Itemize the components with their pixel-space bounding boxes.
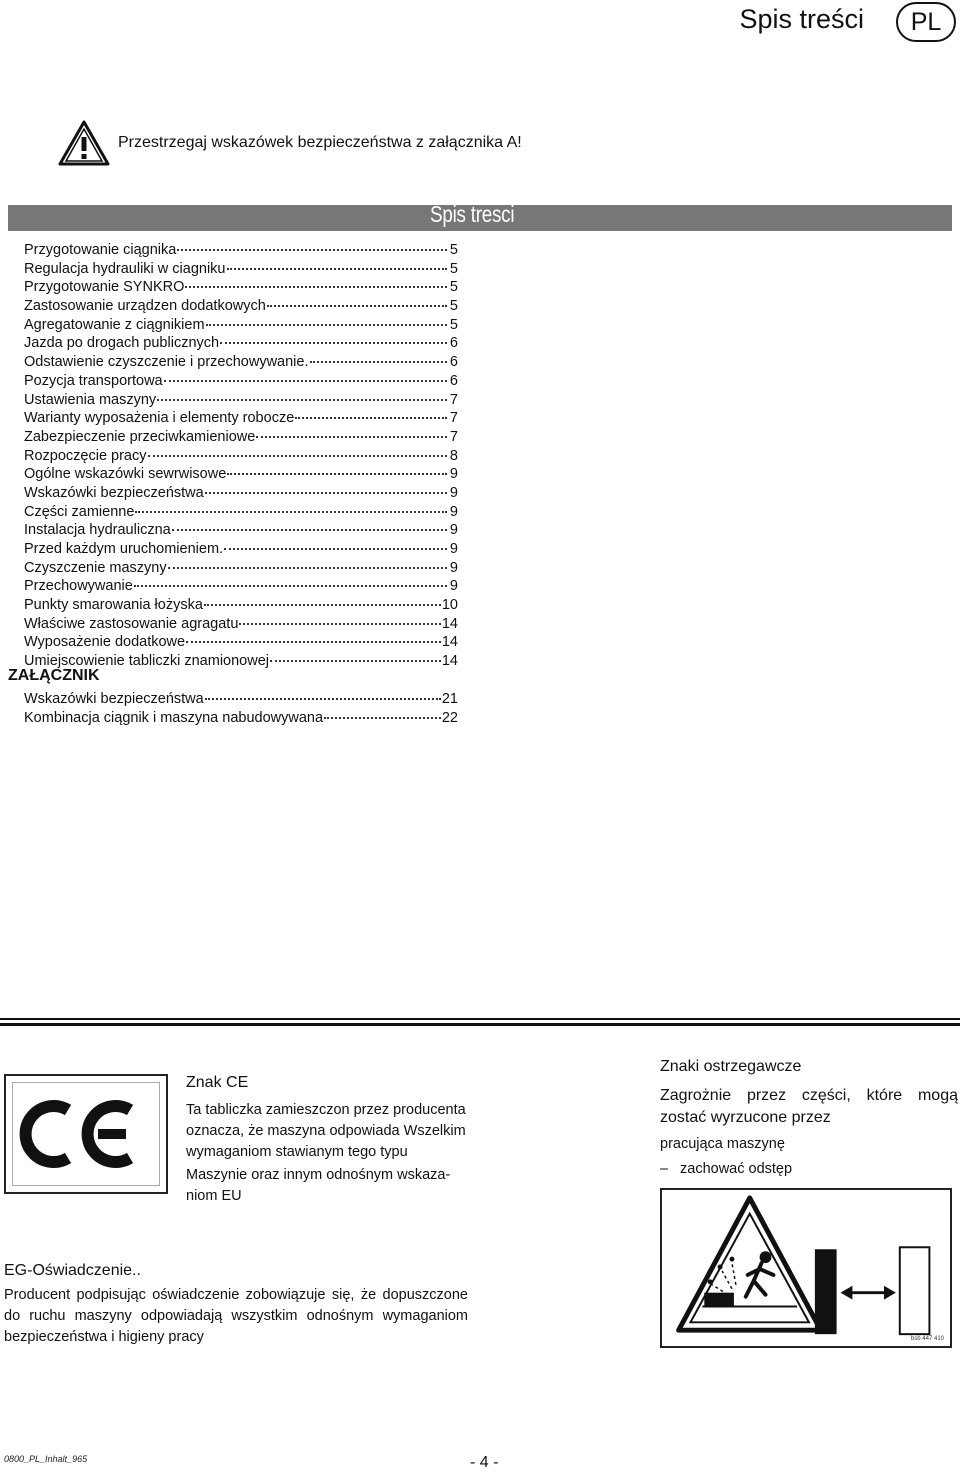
toc-dot-leader (177, 236, 447, 251)
ce-description-2: Maszynie oraz innym odnośnym wskaza-niom EU (186, 1167, 451, 1204)
toc-entry-page: 7 (449, 391, 458, 408)
toc-entry-label: Pozycja transportowa (24, 372, 163, 389)
toc-dot-leader (256, 423, 447, 438)
toc-dot-leader (270, 647, 441, 662)
toc-entry-page: 5 (449, 260, 458, 277)
toc-dot-leader (148, 442, 448, 457)
toc-entry-label: Agregatowanie z ciągnikiem (24, 316, 205, 333)
toc-entry-label: Umiejscowienie tabliczki znamionowej (24, 653, 269, 670)
toc-entry-label: Wskazówki bezpieczeństwa (24, 691, 204, 707)
toc-dot-leader (186, 628, 441, 643)
toc-entry-page: 14 (441, 634, 458, 651)
ce-description: Ta tabliczka zamieszczon przez producenta oznacza, że maszyna odpowiada Wszelkim wymaganiom stawianym tego typu (186, 1102, 466, 1160)
toc-entry-page: 14 (441, 653, 458, 670)
toc-dot-leader (205, 685, 441, 700)
toc-entry-page: 8 (449, 447, 458, 464)
toc-entry-page: 9 (449, 578, 458, 595)
toc-entry-page: 6 (449, 335, 458, 352)
toc-entry-label: Przed każdym uruchomieniem. (24, 541, 224, 557)
toc-entry-label: Właściwe zastosowanie agragatu (24, 615, 239, 632)
ce-title: Znak CE (186, 1074, 249, 1091)
toc-entry-page: 10 (441, 597, 458, 614)
ce-mark-icon (6, 1076, 166, 1192)
toc-entry-page: 6 (449, 354, 458, 371)
toc-entry[interactable] (24, 650, 458, 669)
toc-entry-label: Instalacja hydrauliczna (24, 522, 171, 539)
keep-distance-text: zachować odstęp (680, 1161, 793, 1177)
toc-dot-leader (135, 498, 447, 513)
toc-entry-label: Punkty smarowania łożyska (24, 597, 203, 614)
appendix-heading: ZAŁĄCZNIK (8, 667, 100, 684)
toc-entry-label: Wyposażenie dodatkowe (24, 634, 186, 651)
list-dash: – (660, 1161, 669, 1177)
toc-entry-page: 14 (441, 615, 458, 632)
toc-entry-label: Rozpoczęcie pracy (24, 447, 147, 464)
toc-entry-page: 7 (449, 428, 458, 445)
toc-entry-page: 7 (449, 410, 458, 427)
toc-entry-label: Ustawienia maszyny (24, 391, 157, 408)
toc-entry-page: 21 (441, 691, 458, 707)
language-badge: PL (896, 2, 956, 42)
divider-rule-thick (0, 1023, 960, 1026)
document-code: 0800_PL_Inhalt_965 (4, 1454, 88, 1464)
toc-entry-label: Zabezpieczenie przeciwkamieniowe (24, 428, 256, 445)
declaration-title: EG-Oświadczenie.. (4, 1262, 141, 1279)
toc-dot-leader (204, 591, 441, 606)
toc-entry-page: 6 (449, 372, 458, 389)
warning-sign-illustration (660, 1188, 952, 1348)
warning-signs-text: Zagrożnie przez części, które mogą zostać wyrzucone przez (660, 1087, 958, 1126)
toc-title: Spis tresci (430, 201, 515, 227)
divider-rule (0, 1018, 960, 1020)
toc-entry-label: Przygotowanie SYNKRO (24, 279, 185, 296)
toc-entry-page: 22 (441, 709, 458, 726)
toc-dot-leader (185, 273, 447, 288)
warning-triangle-icon (58, 120, 110, 166)
toc-dot-leader (134, 572, 447, 587)
toc-entry-page: 9 (449, 522, 458, 539)
sign-code: bsb 447 410 (910, 1336, 944, 1342)
warning-signs-text-2: pracująca maszynę (660, 1136, 785, 1152)
toc-dot-leader (224, 535, 447, 550)
toc-dot-leader (239, 610, 440, 625)
toc-entry-label: Ogólne wskazówki sewrwisowe (24, 466, 227, 483)
toc-dot-leader (205, 479, 447, 494)
appendix-contents (24, 688, 458, 725)
thrown-objects-warning-icon (662, 1190, 950, 1346)
toc-dot-leader (206, 311, 447, 326)
toc-entry-page: 9 (449, 559, 458, 576)
toc-entry[interactable] (24, 707, 458, 726)
toc-entry-page: 9 (449, 484, 458, 501)
toc-entry-page: 9 (449, 466, 458, 483)
toc-dot-leader (227, 460, 447, 475)
toc-dot-leader (227, 255, 448, 270)
toc-entry-label: Jazda po drogach publicznych (24, 335, 220, 352)
toc-entry-label: Odstawienie czyszczenie i przechowywanie. (24, 354, 309, 371)
toc-entry-label: Kombinacja ciągnik i maszyna nabudowywana (24, 709, 324, 726)
toc-entry-page: 5 (449, 242, 458, 258)
page-header-title: Spis treści (739, 4, 864, 34)
table-of-contents (24, 239, 458, 669)
toc-dot-leader (324, 704, 441, 719)
toc-dot-leader (220, 329, 447, 344)
toc-entry-page: 5 (449, 279, 458, 296)
toc-entry-label: Przechowywanie (24, 578, 133, 595)
toc-dot-leader (267, 292, 447, 307)
toc-dot-leader (295, 404, 447, 419)
declaration-text: Producent podpisując oświadczenie zobowiązuje się, że dopuszczone do ruchu maszyny odpowiadają wszystkim odnośnym wymaganiom bezpieczeństwa i higieny pracy (4, 1287, 468, 1345)
toc-dot-leader (164, 367, 447, 382)
toc-dot-leader (157, 386, 447, 401)
toc-dot-leader (310, 348, 448, 363)
warning-signs-title: Znaki ostrzegawcze (660, 1058, 802, 1075)
page-number: - 4 - (470, 1454, 499, 1471)
toc-entry-label: Zastosowanie urządzen dodatkowych (24, 298, 266, 315)
safety-warning-text: Przestrzegaj wskazówek bezpieczeństwa z załącznika A! (118, 134, 522, 151)
toc-entry-label: Części zamienne (24, 503, 135, 520)
ce-mark-logo (4, 1074, 168, 1194)
toc-entry-page: 9 (449, 503, 458, 520)
toc-entry-page: 9 (449, 541, 458, 557)
toc-dot-leader (168, 554, 447, 569)
toc-entry-page: 5 (449, 316, 458, 333)
toc-entry-label: Regulacja hydrauliki w ciagniku (24, 260, 226, 277)
toc-entry-label: Przygotowanie ciągnika (24, 242, 177, 258)
toc-entry-page: 5 (449, 298, 458, 315)
toc-entry-label: Wskazówki bezpieczeństwa (24, 484, 204, 501)
toc-entry-label: Czyszczenie maszyny (24, 559, 167, 576)
toc-entry-label: Warianty wyposażenia i elementy robocze (24, 410, 295, 427)
toc-dot-leader (172, 516, 447, 531)
